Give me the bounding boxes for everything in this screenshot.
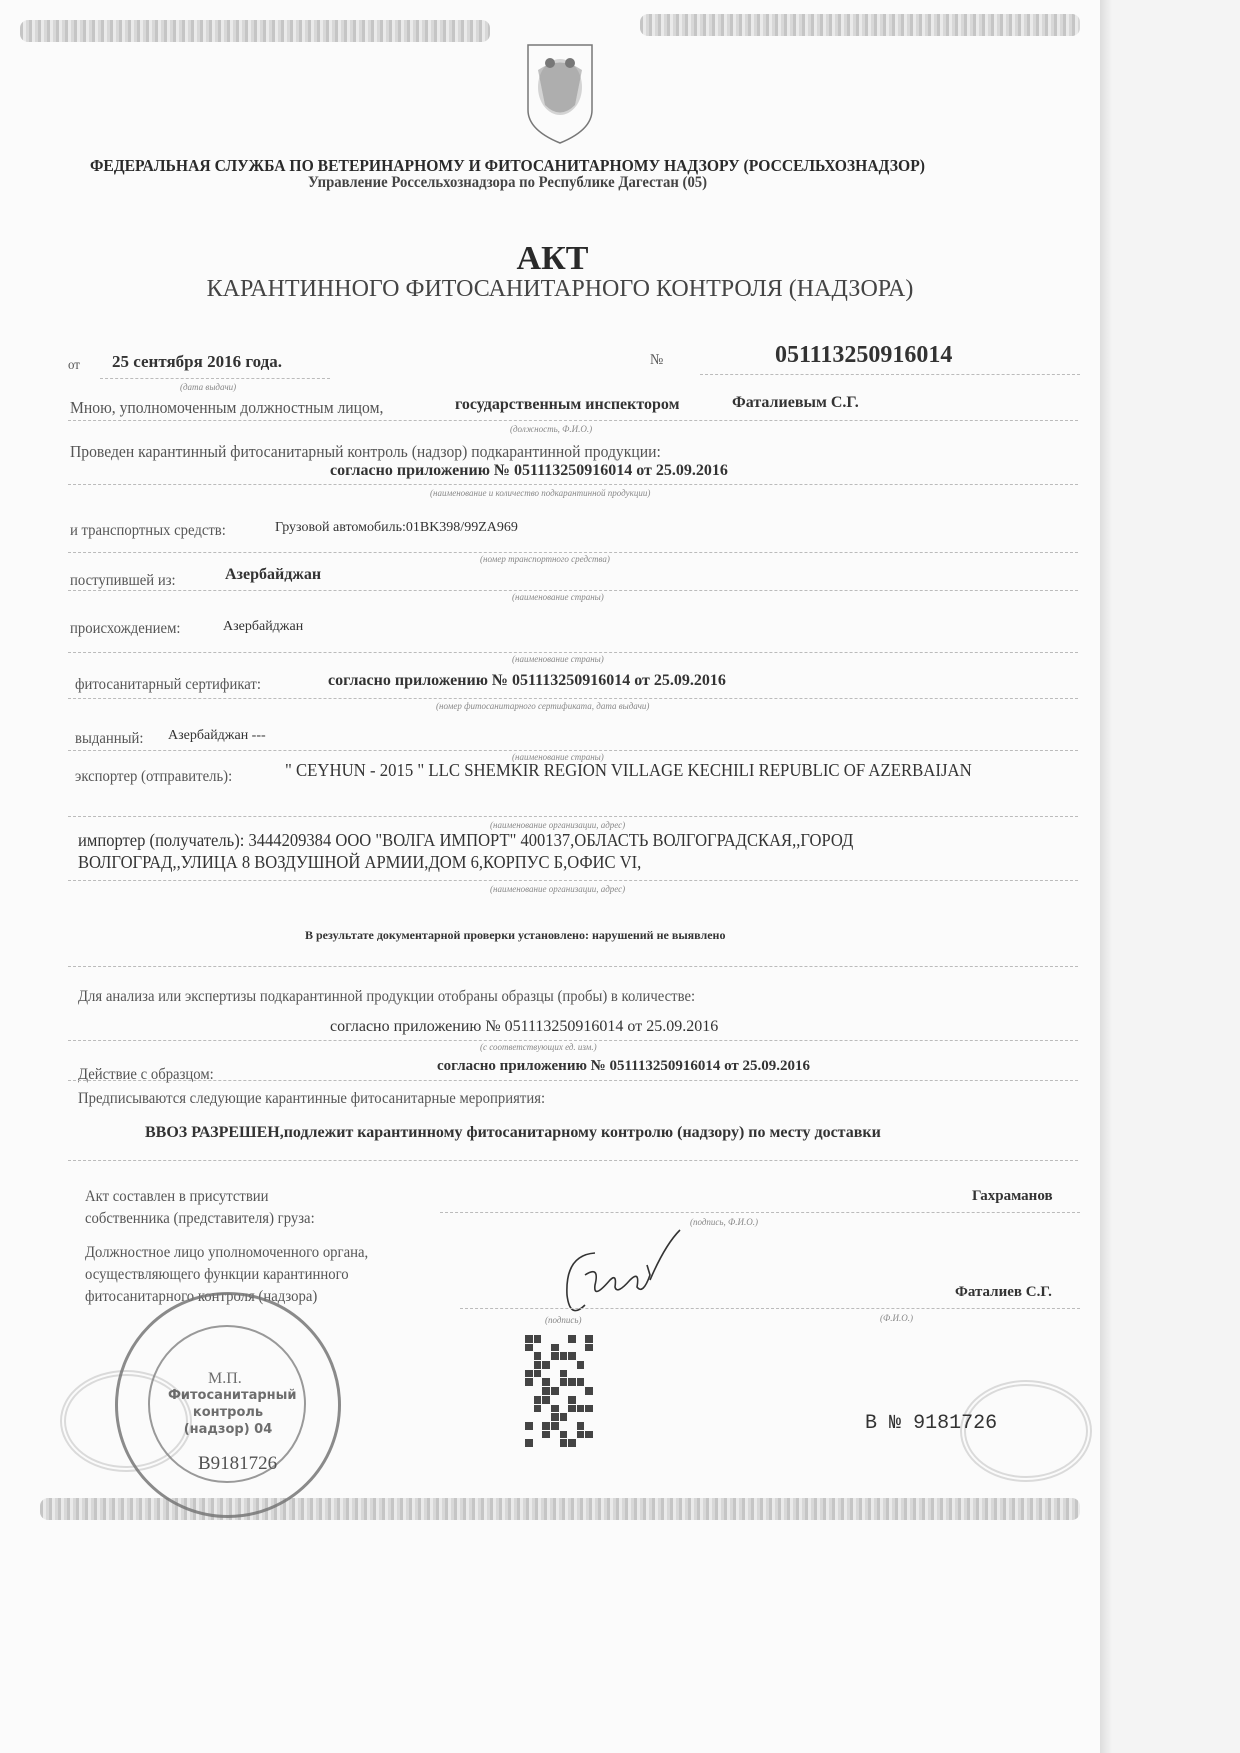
qr-module bbox=[560, 1361, 568, 1369]
qr-module bbox=[577, 1335, 585, 1343]
certificate-hint: (номер фитосанитарного сертификата, дата выдачи) bbox=[436, 701, 650, 711]
exporter-value: " CEYHUN - 2015 " LLC SHEMKIR REGION VILLAGE KECHILI REPUBLIC OF AZERBAIJAN bbox=[285, 760, 972, 780]
qr-module bbox=[525, 1431, 533, 1439]
qr-module bbox=[560, 1378, 568, 1386]
qr-module bbox=[560, 1370, 568, 1378]
qr-module bbox=[525, 1413, 533, 1421]
qr-module bbox=[577, 1344, 585, 1352]
seal-serial: B9181726 bbox=[198, 1453, 278, 1474]
qr-code bbox=[525, 1335, 593, 1447]
qr-module bbox=[577, 1431, 585, 1439]
underline bbox=[460, 1308, 1080, 1309]
sample-action-label: Действие с образцом: bbox=[78, 1066, 214, 1083]
form-number: 9181726 bbox=[913, 1412, 998, 1435]
transport-hint: (номер транспортного средства) bbox=[480, 554, 610, 564]
samples-label: Для анализа или экспертизы подкарантинной продукции отобраны образцы (пробы) в количестве: bbox=[78, 988, 696, 1005]
date-hint: (дата выдачи) bbox=[180, 382, 237, 392]
qr-module bbox=[560, 1405, 568, 1413]
transport-label: и транспортных средств: bbox=[70, 522, 226, 539]
certificate-label: фитосанитарный сертификат: bbox=[75, 676, 261, 693]
qr-module bbox=[568, 1387, 576, 1395]
date-underline bbox=[100, 378, 330, 379]
qr-module bbox=[560, 1344, 568, 1352]
qr-module bbox=[551, 1431, 559, 1439]
qr-module bbox=[577, 1439, 585, 1447]
qr-module bbox=[560, 1439, 568, 1447]
qr-module bbox=[525, 1396, 533, 1404]
measures-label: Предписываются следующие карантинные фитосанитарные мероприятия: bbox=[78, 1090, 546, 1107]
qr-module bbox=[585, 1387, 593, 1395]
qr-module bbox=[542, 1422, 550, 1430]
document-title: АКТ bbox=[516, 240, 589, 277]
underline bbox=[68, 484, 1078, 485]
qr-module bbox=[568, 1431, 576, 1439]
qr-module bbox=[525, 1405, 533, 1413]
qr-module bbox=[585, 1422, 593, 1430]
issued-label: выданный: bbox=[75, 730, 144, 747]
qr-module bbox=[568, 1413, 576, 1421]
issued-hint: (наименование страны) bbox=[512, 752, 604, 762]
qr-module bbox=[542, 1352, 550, 1360]
sample-action-value: согласно приложению № 051113250916014 от 25.09.2016 bbox=[437, 1058, 811, 1074]
owner-label-1: Акт составлен в присутствии bbox=[85, 1188, 269, 1205]
official-label-1: Должностное лицо уполномоченного органа, bbox=[85, 1244, 369, 1261]
qr-module bbox=[542, 1335, 550, 1343]
exporter-label: экспортер (отправитель): bbox=[75, 768, 233, 785]
qr-module bbox=[525, 1378, 533, 1386]
qr-module bbox=[534, 1352, 542, 1360]
qr-module bbox=[534, 1431, 542, 1439]
number-label: № bbox=[650, 352, 664, 368]
underline bbox=[68, 1080, 1078, 1081]
qr-module bbox=[542, 1413, 550, 1421]
qr-module bbox=[534, 1396, 542, 1404]
qr-module bbox=[568, 1422, 576, 1430]
seal-text: Фитосанитарный контроль (надзор) 04 bbox=[168, 1388, 297, 1437]
qr-module bbox=[525, 1344, 533, 1352]
qr-module bbox=[577, 1413, 585, 1421]
owner-name: Гахраманов bbox=[972, 1188, 1053, 1204]
issued-value: Азербайджан --- bbox=[168, 728, 266, 743]
department-name: Управление Россельхознадзора по Республике Дагестан (05) bbox=[308, 174, 708, 191]
control-label: Проведен карантинный фитосанитарный контроль (надзор) подкарантинной продукции: bbox=[70, 442, 661, 461]
qr-module bbox=[525, 1439, 533, 1447]
form-number-label: № bbox=[889, 1412, 902, 1435]
certificate-value: согласно приложению № 051113250916014 от 25.09.2016 bbox=[328, 672, 726, 689]
underline bbox=[68, 652, 1078, 653]
qr-module bbox=[560, 1396, 568, 1404]
qr-module bbox=[534, 1413, 542, 1421]
underline bbox=[68, 1040, 1078, 1041]
qr-module bbox=[577, 1378, 585, 1386]
from-country-label: поступившей из: bbox=[70, 572, 176, 589]
from-country-hint: (наименование страны) bbox=[512, 592, 604, 602]
qr-module bbox=[577, 1422, 585, 1430]
qr-module bbox=[542, 1431, 550, 1439]
importer-line-2: ВОЛГОГРАД,,УЛИЦА 8 ВОЗДУШНОЙ АРМИИ,ДОМ 6,КОРПУС Б,ОФИС VI, bbox=[78, 852, 642, 872]
qr-module bbox=[534, 1335, 542, 1343]
qr-module bbox=[551, 1335, 559, 1343]
underline bbox=[68, 698, 1078, 699]
qr-module bbox=[534, 1387, 542, 1395]
underline bbox=[68, 966, 1078, 967]
qr-module bbox=[560, 1335, 568, 1343]
qr-module bbox=[560, 1431, 568, 1439]
qr-module bbox=[542, 1344, 550, 1352]
top-right-ornament bbox=[640, 14, 1080, 36]
qr-module bbox=[568, 1378, 576, 1386]
qr-module bbox=[560, 1422, 568, 1430]
qr-module bbox=[534, 1439, 542, 1447]
qr-module bbox=[568, 1439, 576, 1447]
act-date: 25 сентября 2016 года. bbox=[112, 352, 282, 371]
act-number: 051113250916014 bbox=[775, 342, 953, 368]
handwritten-signature bbox=[555, 1225, 695, 1325]
qr-module bbox=[585, 1439, 593, 1447]
qr-module bbox=[568, 1370, 576, 1378]
transport-value: Грузовой автомобиль:01BK398/99ZA969 bbox=[275, 520, 518, 535]
underline bbox=[68, 590, 1078, 591]
qr-module bbox=[560, 1387, 568, 1395]
owner-label-2: собственника (представителя) груза: bbox=[85, 1210, 315, 1227]
name-hint: (Ф.И.О.) bbox=[880, 1313, 913, 1323]
origin-label: происхождением: bbox=[70, 620, 181, 637]
qr-module bbox=[551, 1422, 559, 1430]
qr-module bbox=[542, 1370, 550, 1378]
official-label-2: осуществляющего функции карантинного bbox=[85, 1266, 349, 1283]
underline bbox=[68, 552, 1078, 553]
from-country-value: Азербайджан bbox=[225, 566, 322, 583]
qr-module bbox=[568, 1396, 576, 1404]
qr-module bbox=[542, 1378, 550, 1386]
underline bbox=[68, 816, 1078, 817]
qr-module bbox=[551, 1344, 559, 1352]
qr-module bbox=[577, 1405, 585, 1413]
qr-module bbox=[585, 1378, 593, 1386]
qr-module bbox=[585, 1361, 593, 1369]
underline bbox=[68, 880, 1078, 881]
measures-value: ВВОЗ РАЗРЕШЕН,подлежит карантинному фитосанитарному контролю (надзору) по месту доставки bbox=[145, 1124, 881, 1141]
inspector-name: Фаталиевым С.Г. bbox=[732, 394, 859, 411]
control-value: согласно приложению № 051113250916014 от 25.09.2016 bbox=[330, 462, 728, 479]
qr-module bbox=[577, 1352, 585, 1360]
qr-module bbox=[542, 1387, 550, 1395]
qr-module bbox=[568, 1361, 576, 1369]
exporter-hint: (наименование организации, адрес) bbox=[490, 820, 626, 830]
qr-module bbox=[542, 1405, 550, 1413]
qr-module bbox=[585, 1413, 593, 1421]
qr-module bbox=[525, 1422, 533, 1430]
form-serial bbox=[865, 1412, 997, 1435]
inspector-hint: (должность, Ф.И.О.) bbox=[510, 424, 593, 434]
qr-module bbox=[525, 1361, 533, 1369]
qr-module bbox=[551, 1361, 559, 1369]
origin-hint: (наименование страны) bbox=[512, 654, 604, 664]
document-subtitle: КАРАНТИННОГО ФИТОСАНИТАРНОГО КОНТРОЛЯ (НАДЗОРА) bbox=[206, 276, 914, 302]
qr-module bbox=[551, 1439, 559, 1447]
samples-value: согласно приложению № 051113250916014 от 25.09.2016 bbox=[330, 1018, 719, 1035]
coat-of-arms-icon bbox=[520, 25, 600, 150]
qr-module bbox=[525, 1352, 533, 1360]
owner-hint: (подпись, Ф.И.О.) bbox=[690, 1217, 759, 1227]
agency-name: ФЕДЕРАЛЬНАЯ СЛУЖБА ПО ВЕТЕРИНАРНОМУ И ФИТОСАНИТАРНОМУ НАДЗОРУ (РОССЕЛЬХОЗНАДЗОР) bbox=[90, 156, 925, 175]
qr-module bbox=[551, 1378, 559, 1386]
qr-module bbox=[534, 1344, 542, 1352]
number-underline bbox=[700, 374, 1080, 375]
qr-module bbox=[560, 1352, 568, 1360]
check-result: В результате документарной проверки установлено: нарушений не выявлено bbox=[305, 928, 726, 942]
importer-line-1: импортер (получатель): 3444209384 ООО "ВОЛГА ИМПОРТ" 400137,ОБЛАСТЬ ВОЛГОГРАДСКАЯ,,ГОРОД bbox=[78, 830, 854, 850]
control-hint: (наименование и количество подкарантинной продукции) bbox=[430, 488, 651, 498]
official-name: Фаталиев С.Г. bbox=[955, 1284, 1052, 1300]
qr-module bbox=[568, 1405, 576, 1413]
top-left-ornament bbox=[20, 20, 490, 42]
underline bbox=[68, 750, 1078, 751]
qr-module bbox=[534, 1405, 542, 1413]
qr-module bbox=[560, 1413, 568, 1421]
qr-module bbox=[585, 1352, 593, 1360]
qr-module bbox=[577, 1396, 585, 1404]
qr-module bbox=[551, 1370, 559, 1378]
qr-module bbox=[525, 1370, 533, 1378]
seal-mp: М.П. bbox=[208, 1370, 242, 1387]
qr-module bbox=[585, 1431, 593, 1439]
official-label-3: фитосанитарного контроля (надзора) bbox=[85, 1288, 318, 1305]
qr-module bbox=[542, 1396, 550, 1404]
qr-module bbox=[585, 1344, 593, 1352]
official-seal bbox=[115, 1292, 341, 1518]
underline bbox=[68, 420, 1078, 421]
underline bbox=[68, 1160, 1078, 1161]
qr-module bbox=[577, 1387, 585, 1395]
form-series: В bbox=[865, 1412, 878, 1435]
qr-module bbox=[525, 1387, 533, 1395]
signature-hint: (подпись) bbox=[545, 1315, 582, 1325]
qr-module bbox=[568, 1352, 576, 1360]
from-label: от bbox=[68, 358, 80, 373]
qr-module bbox=[551, 1413, 559, 1421]
qr-module bbox=[542, 1439, 550, 1447]
qr-module bbox=[551, 1387, 559, 1395]
qr-module bbox=[585, 1335, 593, 1343]
qr-module bbox=[525, 1335, 533, 1343]
qr-module bbox=[585, 1396, 593, 1404]
qr-module bbox=[551, 1352, 559, 1360]
inspector-label: Мною, уполномоченным должностным лицом, bbox=[70, 398, 384, 417]
qr-module bbox=[534, 1370, 542, 1378]
qr-module bbox=[551, 1396, 559, 1404]
qr-module bbox=[534, 1361, 542, 1369]
importer-hint: (наименование организации, адрес) bbox=[490, 884, 626, 894]
inspector-position: государственным инспектором bbox=[455, 396, 680, 413]
qr-module bbox=[568, 1335, 576, 1343]
qr-module bbox=[534, 1378, 542, 1386]
origin-value: Азербайджан bbox=[223, 619, 304, 634]
underline bbox=[440, 1212, 1080, 1213]
qr-module bbox=[534, 1422, 542, 1430]
qr-module bbox=[542, 1361, 550, 1369]
qr-module bbox=[551, 1405, 559, 1413]
qr-module bbox=[577, 1370, 585, 1378]
qr-module bbox=[568, 1344, 576, 1352]
qr-module bbox=[577, 1361, 585, 1369]
samples-hint: (с соответствующих ед. изм.) bbox=[480, 1042, 597, 1052]
qr-module bbox=[585, 1405, 593, 1413]
qr-module bbox=[585, 1370, 593, 1378]
